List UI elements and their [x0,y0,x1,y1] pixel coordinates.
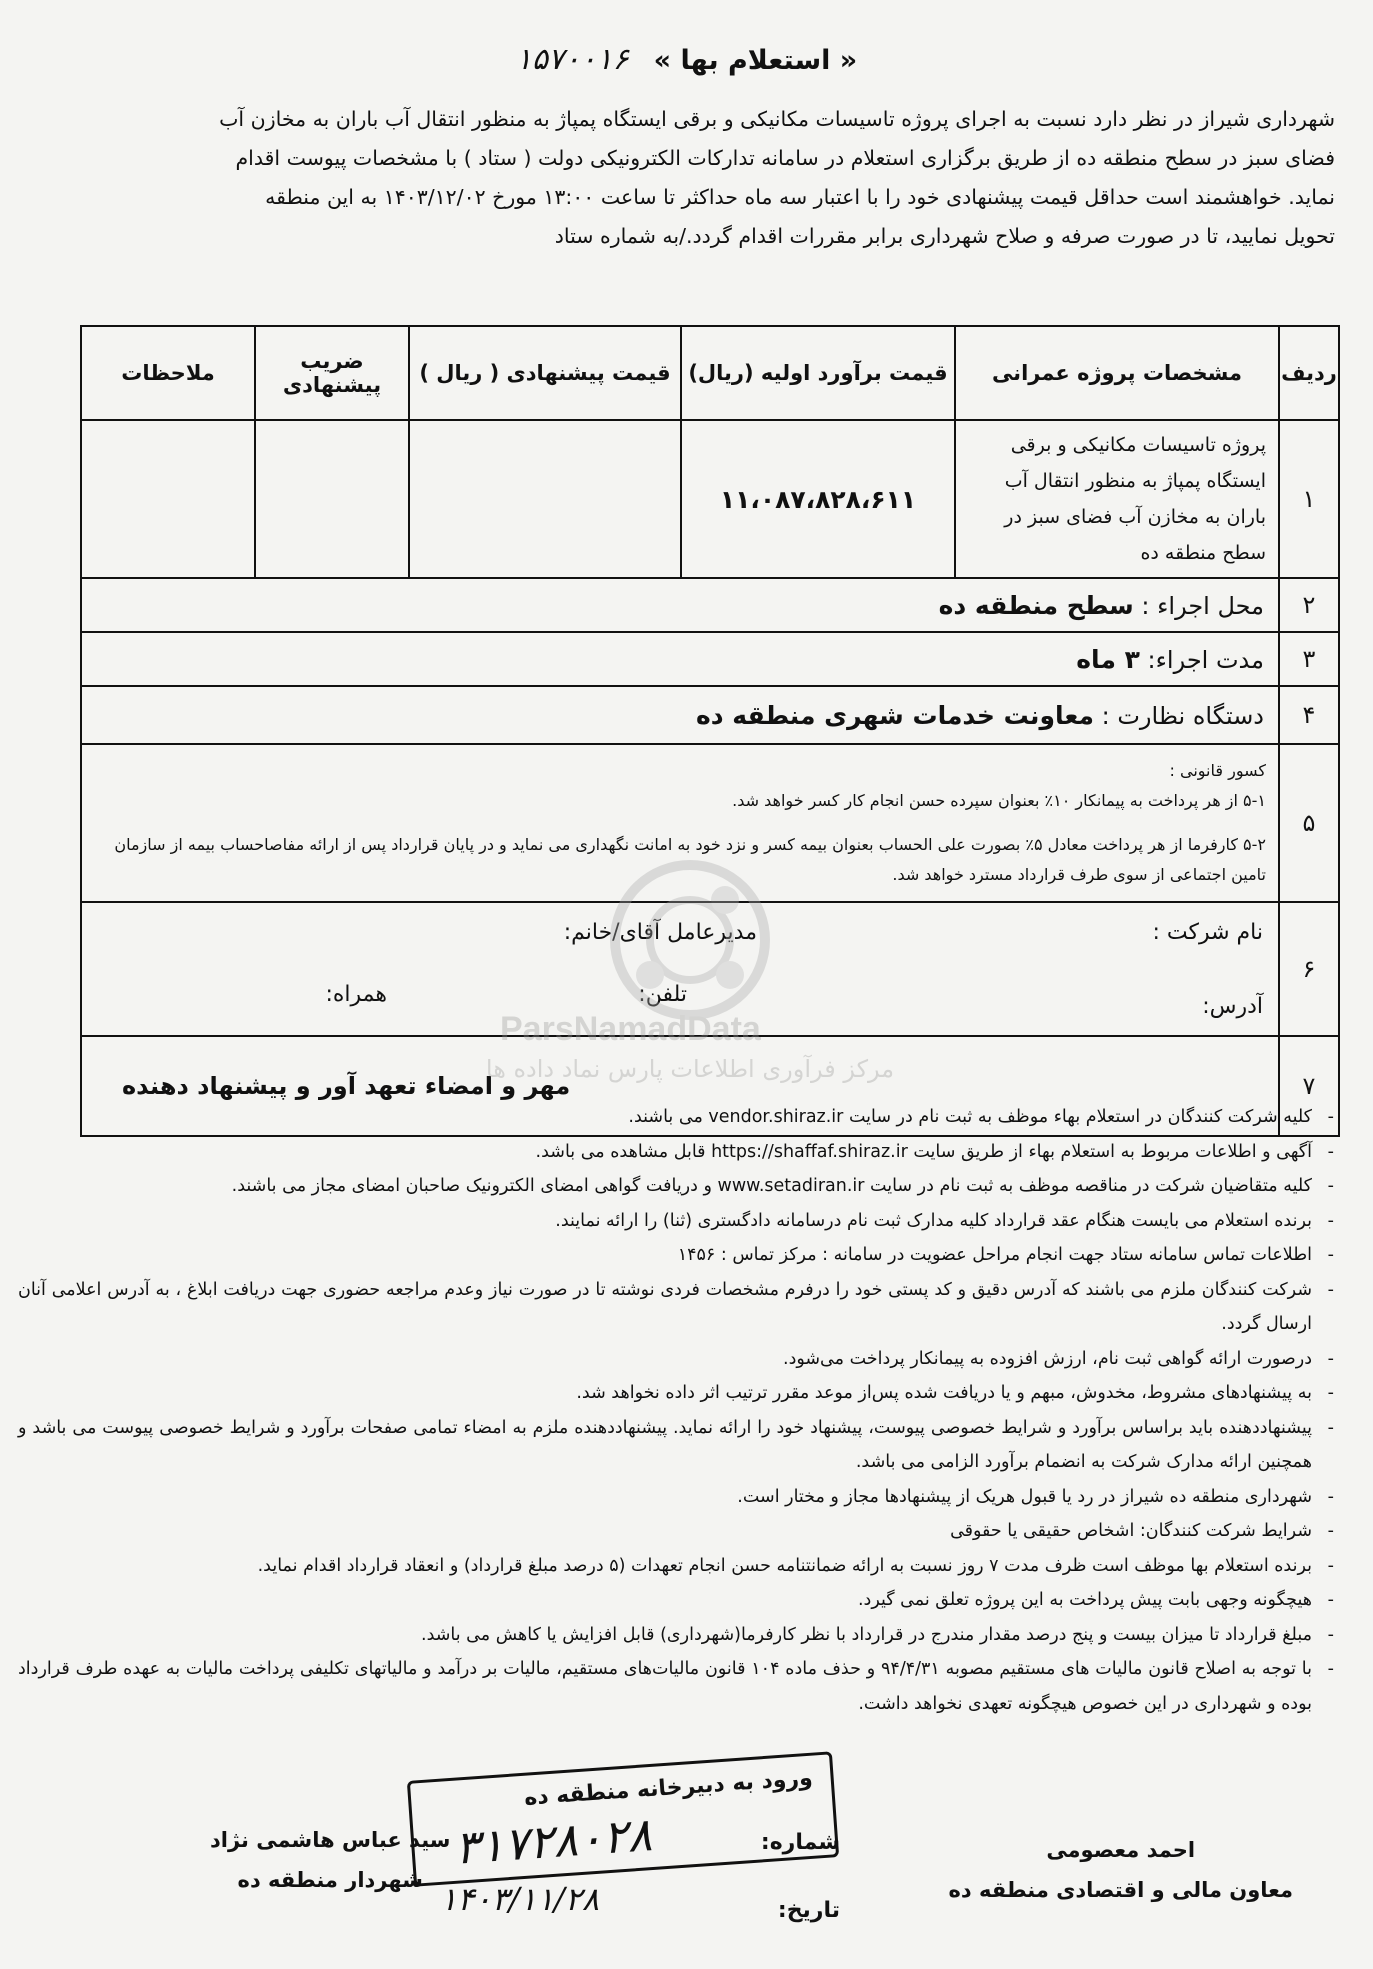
condition-item: - اطلاعات تماس سامانه ستاد جهت انجام مراحل عضویت در سامانه : مرکز تماس : ۱۴۵۶ [18,1238,1338,1273]
row-4-num: ۴ [1279,686,1339,744]
table-row-1 [81,420,1339,578]
intro-line-1: شهرداری شیراز در نظر دارد نسبت به اجرای پروژه تاسیسات مکانیکی و برقی ایستگاه پمپاژ به منظور انتقال آب باران به مخازن آب [219,107,1335,131]
watermark-text: مرکز فرآوری اطلاعات پارس نماد داده ها [485,1055,895,1083]
stamp-date-label: تاریخ: [777,1898,840,1923]
intro-line-2: فضای سبز در سطح منطقه ده از طریق برگزاری استعلام در سامانه تدارکات الکترونیکی دولت ( ستاد ) با مشخصات پیوست اقدام [235,146,1335,170]
deductions-title: کسور قانونی : [1169,761,1266,780]
row-1-description: پروژه تاسیسات مکانیکی و برقی ایستگاه پمپاژ به منظور انتقال آب باران به مخازن آب فضای سبز در سطح منطقه ده [955,420,1279,578]
company-name-label[interactable]: نام شرکت : [1152,920,1263,945]
row-5-num: ۵ [1279,744,1339,902]
col-coefficient: ضریب پیشنهادی [255,326,409,420]
deduction-item-1: ۵-۱ از هر پرداخت به پیمانکار ۱۰٪ بعنوان سپرده حسن انجام کار کسر خواهد شد. [732,791,1266,810]
duration-value: ۳ ماه [1076,644,1140,674]
table-row-2 [81,578,1339,632]
row-7-num: ۷ [1279,1036,1339,1136]
row-3-num: ۳ [1279,632,1339,686]
condition-item: - به پیشنهادهای مشروط، مخدوش، مبهم و یا دریافت شده پس‌از موعد مقرر ترتیب اثر داده نخواهد شد. [18,1376,1338,1411]
signer-right-name: احمد معصومی [1046,1838,1196,1862]
row-1-coefficient[interactable] [255,420,409,578]
deduction-item-2: ۵-۲ کارفرما از هر پرداخت معادل ۵٪ بصورت علی الحساب بعنوان بیمه کسر و نزد خود به امانت نگهداری می نماید و در پایان قرارداد پس از ارائه مفاصاحساب بیمه از سازمان تامین اجتماعی از سوی طرف قرارداد مسترد خواهد شد. [114,835,1266,884]
condition-item: - مبلغ قرارداد تا میزان بیست و پنج درصد مقدار مندرج در قرارداد با نظر کارفرما(شهرداری) قابل افزایش یا کاهش می باشد. [18,1618,1338,1653]
col-proposed-price: قیمت پیشنهادی ( ریال ) [409,326,681,420]
col-initial-price: قیمت برآورد اولیه (ریال) [681,326,955,420]
condition-item: - درصورت ارائه گواهی ثبت نام، ارزش افزوده به پیمانکار پرداخت می‌شود. [18,1342,1338,1377]
row-1-initial-price: ۱۱،۰۸۷،۸۲۸،۶۱۱ [681,420,955,578]
row-2-content [81,578,1279,632]
row-1-proposed-price[interactable] [409,420,681,578]
signer-left-title: شهردار منطقه ده [237,1868,423,1892]
stamp-box [407,1751,839,1886]
row-6-content [81,902,1279,1036]
condition-item: - هیچگونه وجهی بابت پیش پرداخت به این پروژه تعلق نمی گیرد. [18,1583,1338,1618]
col-specs: مشخصات پروژه عمرانی [955,326,1279,420]
table-row-4 [81,686,1339,744]
condition-item: - کلیه شرکت کنندگان در استعلام بهاء موظف به ثبت نام در سایت vendor.shiraz.ir می باشند. [18,1100,1338,1135]
ceo-label[interactable]: مدیرعامل آقای/خانم: [563,920,757,945]
condition-item: - شرکت کنندگان ملزم می باشند که آدرس دقیق و کد پستی خود را درفرم مشخصات فردی نوشته تا در صورت نیاز وعدم مراجعه حضوری جهت دریافت ابلاغ ، به آدرس اعلامی آنان ارسال گردد. [18,1273,1338,1342]
col-radif: ردیف [1279,326,1339,420]
location-value: سطح منطقه ده [938,590,1134,620]
handwritten-number: ۱۵۷۰۰۱۶ [515,42,629,77]
location-label: محل اجراء : [1141,591,1264,620]
intro-line-3: نماید. خواهشمند است حداقل قیمت پیشنهادی خود را با اعتبار سه ماه حداکثر تا ساعت ۱۳:۰۰ مورخ ۱۴۰۳/۱۲/۰۲ به این منطقه [265,185,1335,209]
stamp-date: ۱۴۰۳/۱۱/۲۸ [440,1880,600,1918]
row-1-num: ۱ [1279,420,1339,578]
condition-item: - شهرداری منطقه ده شیراز در رد یا قبول هریک از پیشنهادها مجاز و مختار است. [18,1480,1338,1515]
condition-item: - برنده استعلام می بایست هنگام عقد قرارداد کلیه مدارک ثبت نام درسامانه دادگستری (ثنا) را ارائه نمایند. [18,1204,1338,1239]
watermark-brand: ParsNamadData [500,1010,761,1048]
project-table [80,325,1340,1137]
condition-item: - پیشنهاددهنده باید براساس برآورد و شرایط خصوصی پیوست، پیشنهاد خود را ارائه نماید. پیشنهاددهنده ملزم به امضاء تمامی صفحات برآورد و شرایط خصوصی پیوست می باشد و همچنین ارائه مدارک شرکت به انضمام برآورد الزامی می باشد. [18,1411,1338,1480]
signature-left [210,1820,450,1900]
intro-paragraph [45,100,1335,256]
condition-item: - آگهی و اطلاعات مربوط به استعلام بهاء از طریق سایت https://shaffaf.shiraz.ir قابل مشاهده می باشد. [18,1135,1338,1170]
condition-item: - برنده استعلام بها موظف است ظرف مدت ۷ روز نسبت به ارائه ضمانتنامه حسن انجام تعهدات (۵ درصد مبلغ قرارداد) و انعقاد قرارداد اقدام نماید. [18,1549,1338,1584]
table-row-6 [81,902,1339,1036]
duration-label: مدت اجراء: [1147,645,1264,674]
row-4-content [81,686,1279,744]
seal-signature-text[interactable]: مهر و امضاء تعهد آور و پیشنهاد دهنده [81,1036,1279,1136]
title-row [0,42,1373,77]
phone-label[interactable]: تلفن: [638,982,687,1007]
signature-right [948,1830,1293,1910]
company-info-box [83,904,1277,1034]
row-1-notes[interactable] [81,420,255,578]
condition-item: - کلیه متقاضیان شرکت در مناقصه موظف به ثبت نام در سایت www.setadiran.ir و دریافت گواهی امضای الکترونیک صاحبان امضای مجاز می باشند. [18,1169,1338,1204]
stamp-header: ورود به دبیرخانه منطقه ده [523,1765,814,1811]
condition-item: - شرایط شرکت کنندگان: اشخاص حقیقی یا حقوقی [18,1514,1338,1549]
signer-right-title: معاون مالی و اقتصادی منطقه ده [948,1878,1293,1902]
table-row-3 [81,632,1339,686]
table-header-row [81,326,1339,420]
supervision-value: معاونت خدمات شهری منطقه ده [696,700,1094,730]
signer-left-name: سید عباس هاشمی نژاد [210,1828,451,1852]
table-row-5 [81,744,1339,902]
row-5-content [81,744,1279,902]
stamp-number-label: شماره: [760,1830,840,1855]
supervision-label: دستگاه نظارت : [1101,701,1264,730]
conditions-list [18,1100,1338,1721]
row-6-num: ۶ [1279,902,1339,1036]
row-3-content [81,632,1279,686]
document-title: « استعلام بها » [653,45,858,76]
condition-item: - با توجه به اصلاح قانون مالیات های مستقیم مصوبه ۹۴/۴/۳۱ و حذف ماده ۱۰۴ قانون مالیات‌های مستقیم، مالیات بر درآمد و مالیاتهای تکلیفی پرداخت مالیات به عهده طرف قرارداد بوده و شهرداری در این خصوص هیچگونه تعهدی نخواهد داشت. [18,1652,1338,1721]
address-label[interactable]: آدرس: [1202,994,1263,1019]
intro-line-4: تحویل نمایید، تا در صورت صرفه و صلاح شهرداری برابر مقررات اقدام گردد./به شماره ستاد [554,224,1335,248]
row-2-num: ۲ [1279,578,1339,632]
col-notes: ملاحظات [81,326,255,420]
secretariat-stamp [410,1760,840,1960]
stamp-number: ۳۱۷۲۸۰۲۸ [452,1807,654,1875]
mobile-label[interactable]: همراه: [325,982,387,1007]
